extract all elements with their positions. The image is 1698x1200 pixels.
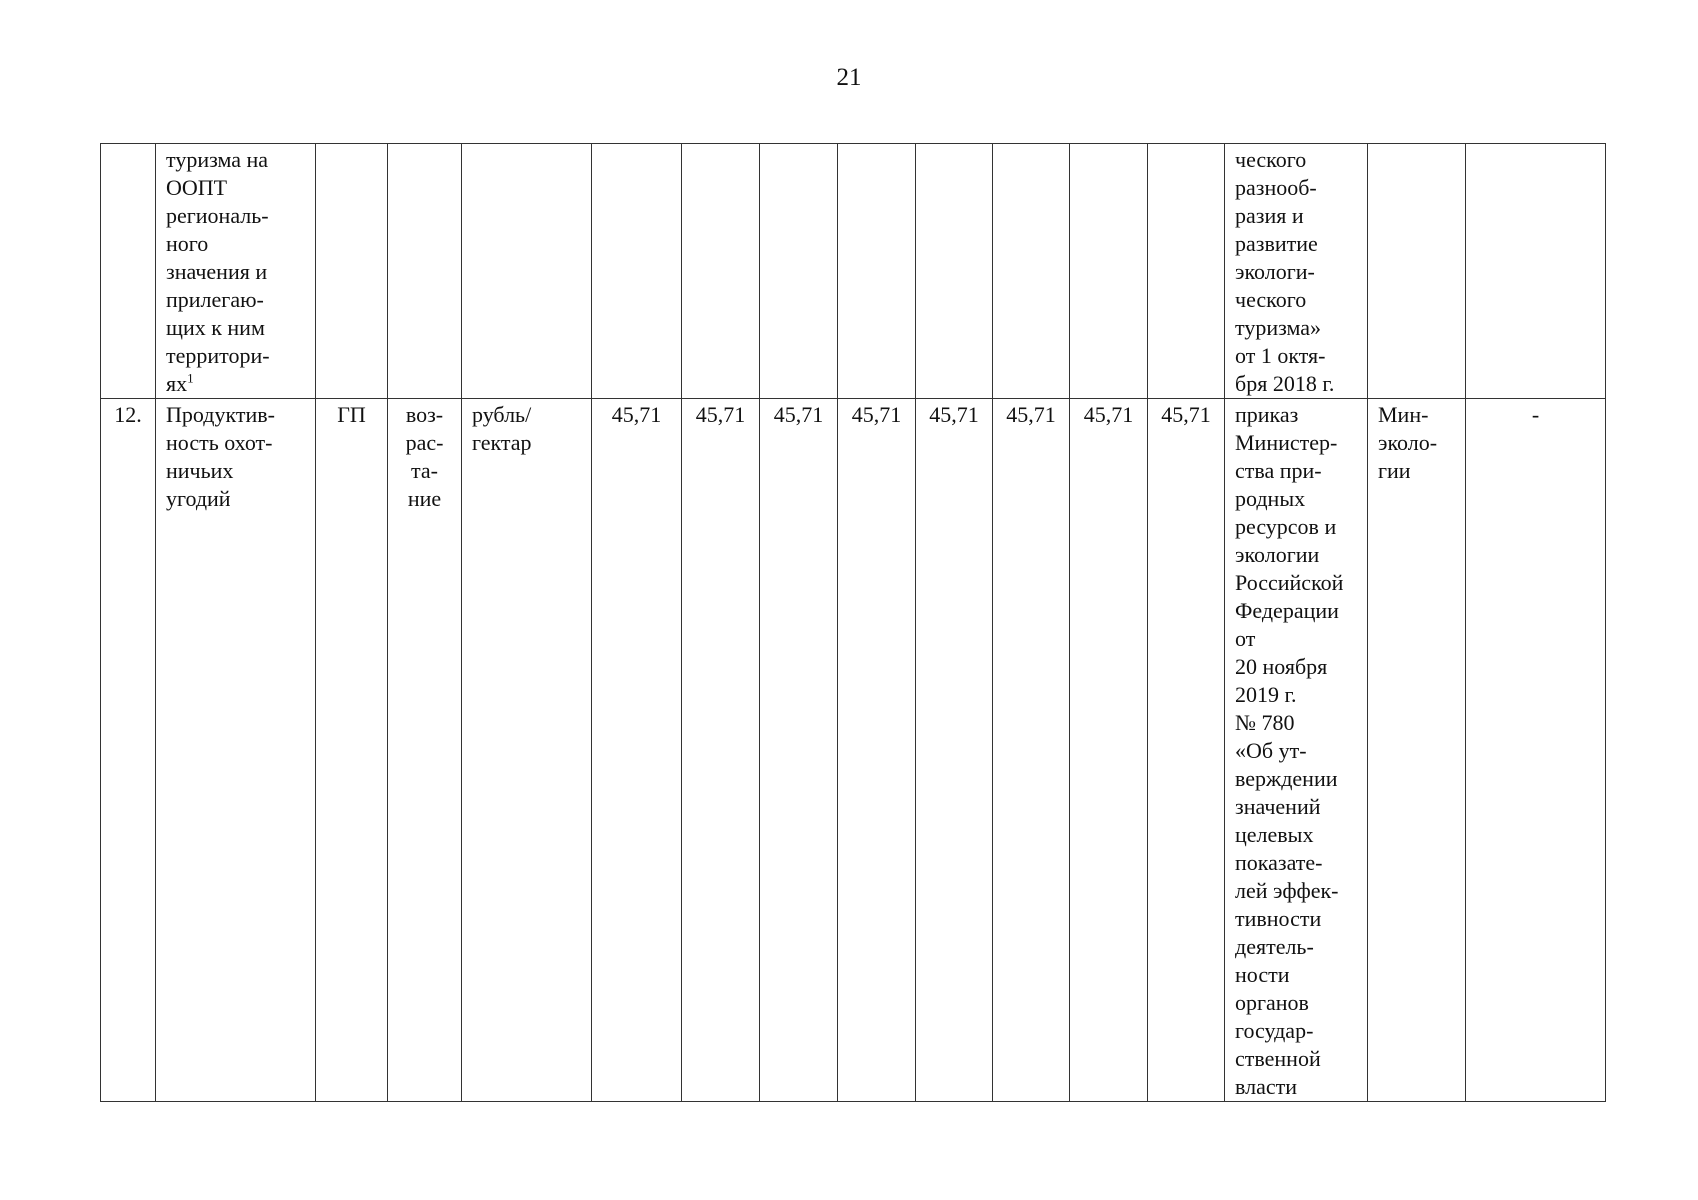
value-cell: [682, 144, 760, 399]
responsible-cell: [1368, 144, 1466, 399]
value-cell: [592, 144, 682, 399]
value-cell: 45,71: [592, 399, 682, 1102]
indicator-name-cell: [156, 399, 316, 1102]
row-number-cell: 12.: [101, 399, 156, 1102]
indicators-table: [100, 143, 1606, 1102]
value-cell: [993, 144, 1070, 399]
value-cell: [916, 144, 993, 399]
note-cell: [1466, 144, 1606, 399]
indicator-name-text: туризма на ООПТ региональ- ного значения и прилегаю- щих к ним территори- ях: [166, 147, 270, 396]
document-cell: ческого разнооб- разия и развитие экологи- ческого туризма» от 1 октя- бря 2018 г.: [1225, 144, 1368, 399]
value-cell: [1070, 144, 1148, 399]
indicator-name-cell: [156, 144, 316, 399]
table-row: [101, 399, 1606, 1102]
value-cell: [1148, 144, 1225, 399]
unit-cell: [462, 144, 592, 399]
value-cell: 45,71: [993, 399, 1070, 1102]
unit-cell: рубль/ гектар: [462, 399, 592, 1102]
value-cell: 45,71: [1148, 399, 1225, 1102]
indicator-type-cell: [316, 144, 388, 399]
value-cell: 45,71: [682, 399, 760, 1102]
value-cell: 45,71: [838, 399, 916, 1102]
direction-cell: [388, 144, 462, 399]
value-cell: [760, 144, 838, 399]
indicator-name-text: Продуктив- ность охот- ничьих угодий: [166, 402, 275, 511]
value-cell: [838, 144, 916, 399]
value-cell: 45,71: [916, 399, 993, 1102]
table-row: [101, 144, 1606, 399]
value-cell: 45,71: [760, 399, 838, 1102]
page-number: 21: [836, 64, 862, 91]
footnote-mark: 1: [187, 370, 194, 386]
document-cell: приказ Министер- ства при- родных ресурсов и экологии Российской Федерации от 20 ноября 2019 г. № 780 «Об ут- верждении значений целевых показате- лей эффек- тивности деятель- ности органов государ- ственной власти: [1225, 399, 1368, 1102]
responsible-cell: Мин- эколо- гии: [1368, 399, 1466, 1102]
indicator-type-cell: ГП: [316, 399, 388, 1102]
value-cell: 45,71: [1070, 399, 1148, 1102]
row-number-cell: [101, 144, 156, 399]
note-cell: -: [1466, 399, 1606, 1102]
direction-cell: воз- рас- та- ние: [388, 399, 462, 1102]
